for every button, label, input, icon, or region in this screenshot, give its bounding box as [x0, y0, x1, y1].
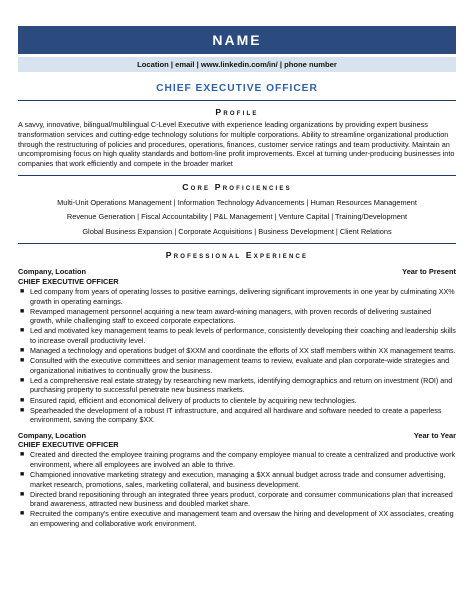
- bullet-icon: ■: [20, 347, 25, 355]
- divider: [18, 100, 456, 101]
- proficiency-line: Multi-Unit Operations Management | Information Technology Advancements | Human Resources Management: [57, 197, 417, 207]
- bullet-icon: ■: [20, 357, 25, 365]
- proficiencies-heading: Core Proficiencies: [182, 181, 292, 192]
- bullet-icon: ■: [20, 287, 25, 295]
- company-location: Company, Location: [18, 430, 87, 440]
- job-bullets: [18, 287, 456, 425]
- job-header: [18, 267, 456, 277]
- job-bullets: [18, 450, 456, 528]
- bullet-icon: ■: [20, 490, 25, 498]
- contact-info: Location | email | www.linkedin.com/in/ | phone number: [137, 60, 337, 69]
- proficiency-line: Global Business Expansion | Corporate Acquisitions | Business Development | Client Relations: [82, 226, 392, 236]
- job-role: CHIEF EXECUTIVE OFFICER: [18, 276, 119, 286]
- resume-page: [18, 26, 456, 529]
- bullet-item: ■ Championed innovative marketing strategy and execution, managing a $XX annual budget across trade and consumer advertising, market research, promotions, sales, marketing collateral, and business development.: [20, 469, 446, 489]
- bullet-icon: ■: [20, 396, 25, 404]
- contact-banner: [18, 57, 456, 72]
- name-banner: [18, 26, 456, 54]
- divider: [18, 175, 456, 176]
- bullet-icon: ■: [20, 307, 25, 315]
- bullet-item: ■ Spearheaded the development of a robust IT infrastructure, and acquired all hardware and software needed to create a paperless environment, saving the company $XX.: [20, 405, 442, 425]
- profile-heading: Profile: [215, 107, 259, 117]
- job-entry: [18, 431, 456, 529]
- job-entry: [18, 267, 456, 424]
- bullet-item: ■ Led a comprehensive real estate strategy by researching new markets, identifying demographics and return on investment (ROI) and purchasing property to successful penetrate new business markets.: [20, 375, 453, 395]
- candidate-name: NAME: [212, 32, 262, 48]
- company-location: Company, Location: [18, 267, 87, 277]
- bullet-item: ■ Led and motivated key management teams to peak levels of performance, consistently developing their coaching and leadership skills to increase overall productivity level.: [20, 326, 456, 345]
- profile-text: A savvy, innovative, bilingual/multilingual C-Level Executive with experience leading organizations by providing expert business transformation services and cutting-edge technology solutions for multiple corporations. Ability to streamline organizational production through the restructuring of policies and procedures, operations, finances, customer service ratings and team productivity. Maintain an uncompromising focus on high quality standards and bottom-line profit improvements. Excel at turning under-producing businesses into companies that work efficiently and compete in the broader market: [18, 120, 455, 169]
- proficiencies-list: [18, 196, 456, 240]
- bullet-item: ■ Consulted with the executive committees and senior management teams to review, evaluate and plan corporate-wide strategies and organizational initiatives to continually grow the business.: [20, 356, 450, 375]
- job-role: CHIEF EXECUTIVE OFFICER: [18, 440, 119, 450]
- proficiency-line: Revenue Generation | Fiscal Accountability | P&L Management | Venture Capital | Training/Development: [66, 212, 408, 222]
- bullet-item: ■ Ensured rapid, efficient and economical delivery of products to clientele by acquiring new technologies.: [20, 395, 357, 405]
- bullet-item: ■ Revamped management personnel acquiring a new team award-wining managers, with proven records of delivering sustained growth, while challenging staff to exceed corporate expectations.: [20, 306, 432, 326]
- job-dates: Year to Present: [402, 267, 456, 277]
- bullet-item: ■ Created and directed the employee training programs and the company employee manual to create a centralized and productive work environment, where all employees are involved an able to thrive.: [20, 450, 456, 469]
- bullet-item: ■ Led company from years of operating losses to positive earnings, delivering significant improvements in one year by culminating XX% growth in operating earnings.: [20, 286, 455, 306]
- bullet-icon: ■: [20, 451, 25, 459]
- job-title: CHIEF EXECUTIVE OFFICER: [156, 83, 318, 94]
- bullet-item: ■ Managed a technology and operations budget of $XXM and coordinate the efforts of XX staff members within XX management teams.: [20, 346, 456, 356]
- bullet-icon: ■: [20, 376, 25, 384]
- bullet-item: ■ Recruited the company's entire executive and management team and oversaw the hiring and development of XX associates, creating an empowering and collaborative work environment.: [20, 509, 454, 528]
- divider: [18, 243, 456, 244]
- bullet-icon: ■: [20, 406, 25, 414]
- bullet-icon: ■: [20, 470, 25, 478]
- job-header: [18, 431, 456, 441]
- bullet-icon: ■: [20, 510, 25, 518]
- bullet-icon: ■: [20, 327, 25, 335]
- experience-heading: Professional Experience: [165, 250, 309, 261]
- bullet-item: ■ Directed brand repositioning through an integrated three years product, corporate and consumer communications plan that increased brand awareness, attracted new business and doubled market share.: [20, 489, 453, 509]
- job-dates: Year to Year: [413, 430, 456, 440]
